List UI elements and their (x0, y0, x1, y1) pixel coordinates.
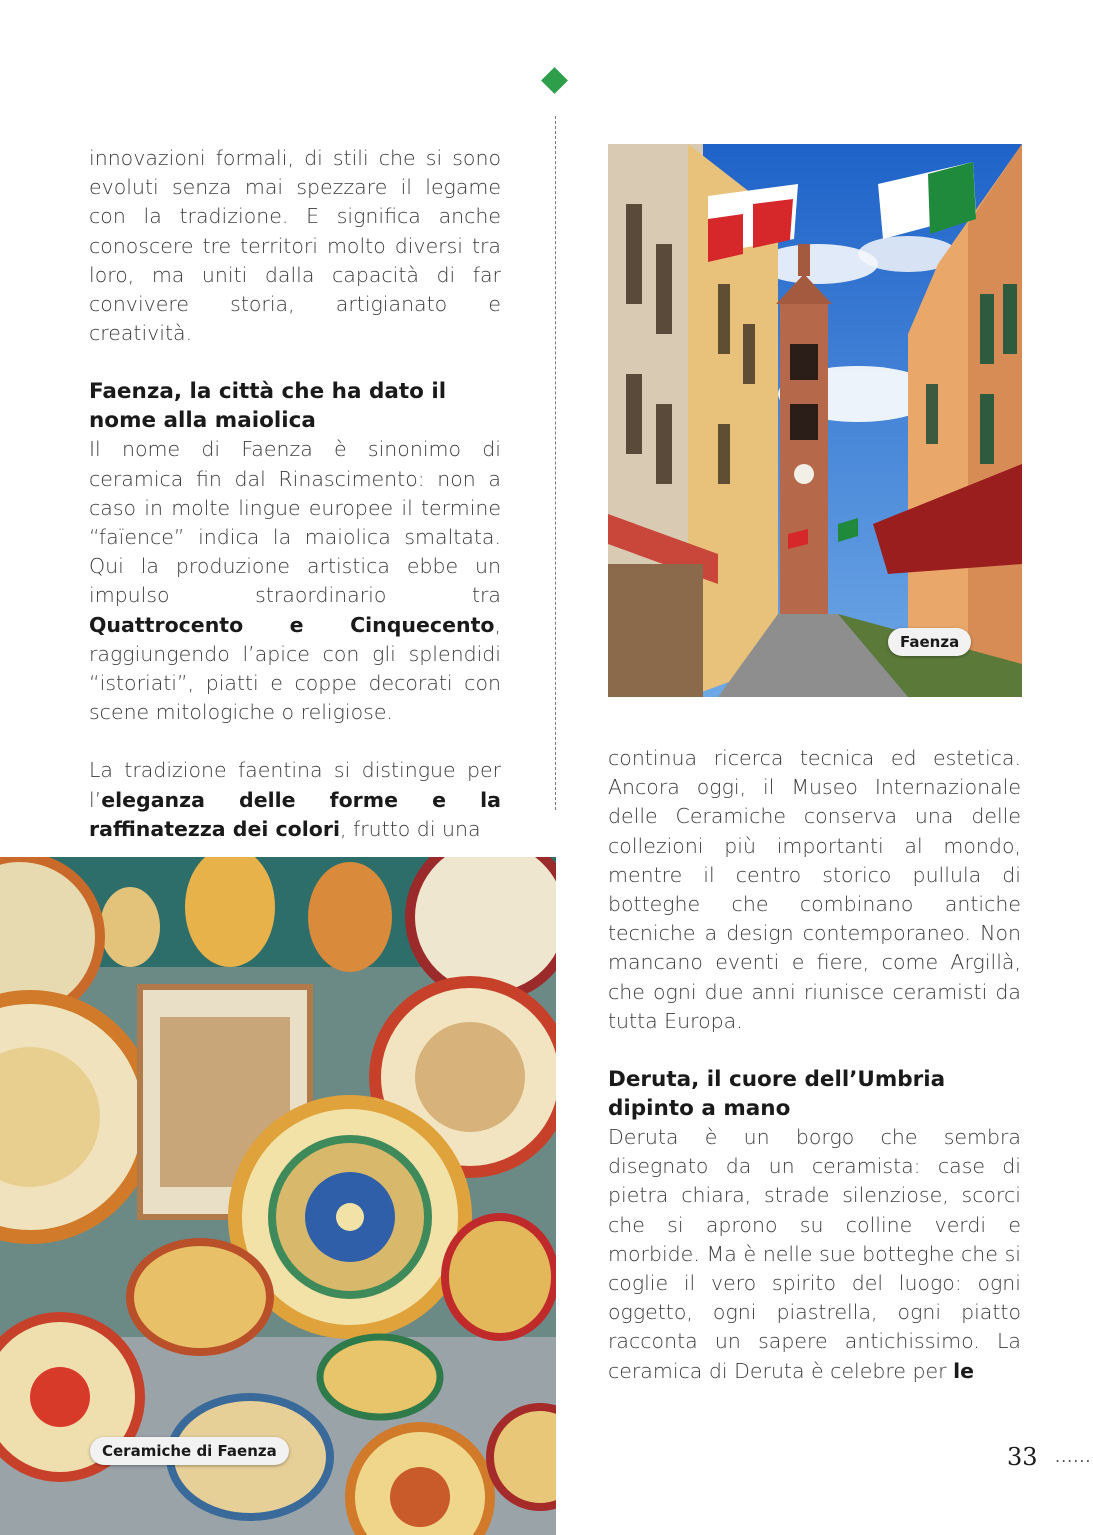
faenza-street-photo (608, 144, 1022, 697)
deruta-paragraph: Deruta è un borgo che sembra disegnato da un ceramista: case di pietra chiara, strade silenziose, scorci che si aprono su colline verdi e morbide. Ma è nelle sue botteghe che si coglie il vero spirito del luogo: ogni oggetto, ogni piastrella, ogni piatto racconta un sapere antichissimo. La ceramica di Deruta è celebre per le (608, 1125, 1021, 1383)
photo-caption-faenza: Faenza (888, 628, 971, 656)
faenza-paragraph: Il nome di Faenza è sinonimo di ceramica fin dal Rinascimento: non a caso in molte lingue europee il termine “faïence” indica la maiolica smaltata. Qui la produzione artistica ebbe un impulso straordinario tra Quattrocento e Cinquecento, raggiungendo l’apice con gli splendidi “istoriati”, piatti e coppe decorati con scene mitologiche o religiose. (89, 437, 501, 725)
tradition-paragraph: La tradizione faentina si distingue per l’eleganza delle forme e la raffinatezza dei colori, frutto di una (89, 758, 501, 841)
intro-paragraph: innovazioni formali, di stili che si sono evoluti senza mai spezzare il legame con la tradizione. E significa anche conoscere tre territori molto diversi tra loro, ma uniti dalla capacità di far convivere storia, artigianato e creatività. (89, 146, 501, 346)
ceramics-photo (0, 857, 556, 1535)
section-heading-deruta: Deruta, il cuore dell’Umbria dipinto a mano (608, 1067, 946, 1122)
right-text-column (608, 744, 1021, 1386)
photo-caption-ceramics: Ceramiche di Faenza (90, 1437, 289, 1465)
section-heading-faenza: Faenza, la città che ha dato il nome alla maiolica (89, 379, 447, 434)
museum-paragraph: continua ricerca tecnica ed estetica. Ancora oggi, il Museo Internazionale delle Ceramiche conserva una delle collezioni più importanti al mondo, mentre il centro storico pullula di botteghe che combinano antiche tecniche a design contemporaneo. Non mancano eventi e fiere, come Argillà, che ogni due anni riunisce ceramisti da tutta Europa. (608, 746, 1021, 1033)
page-number-dots: ...... (1055, 1447, 1092, 1466)
decorative-diamond-icon (541, 67, 568, 94)
column-divider (555, 116, 556, 810)
faenza-street-illustration (608, 144, 1022, 697)
bold-elegance: eleganza delle forme e la raffinatezza dei colori (89, 787, 501, 841)
page-number: 33 (1007, 1443, 1038, 1471)
bold-centuries: Quattrocento e Cinquecento (89, 612, 495, 637)
left-text-column (89, 144, 501, 844)
bold-le: le (953, 1358, 974, 1383)
ceramics-illustration (0, 857, 556, 1535)
